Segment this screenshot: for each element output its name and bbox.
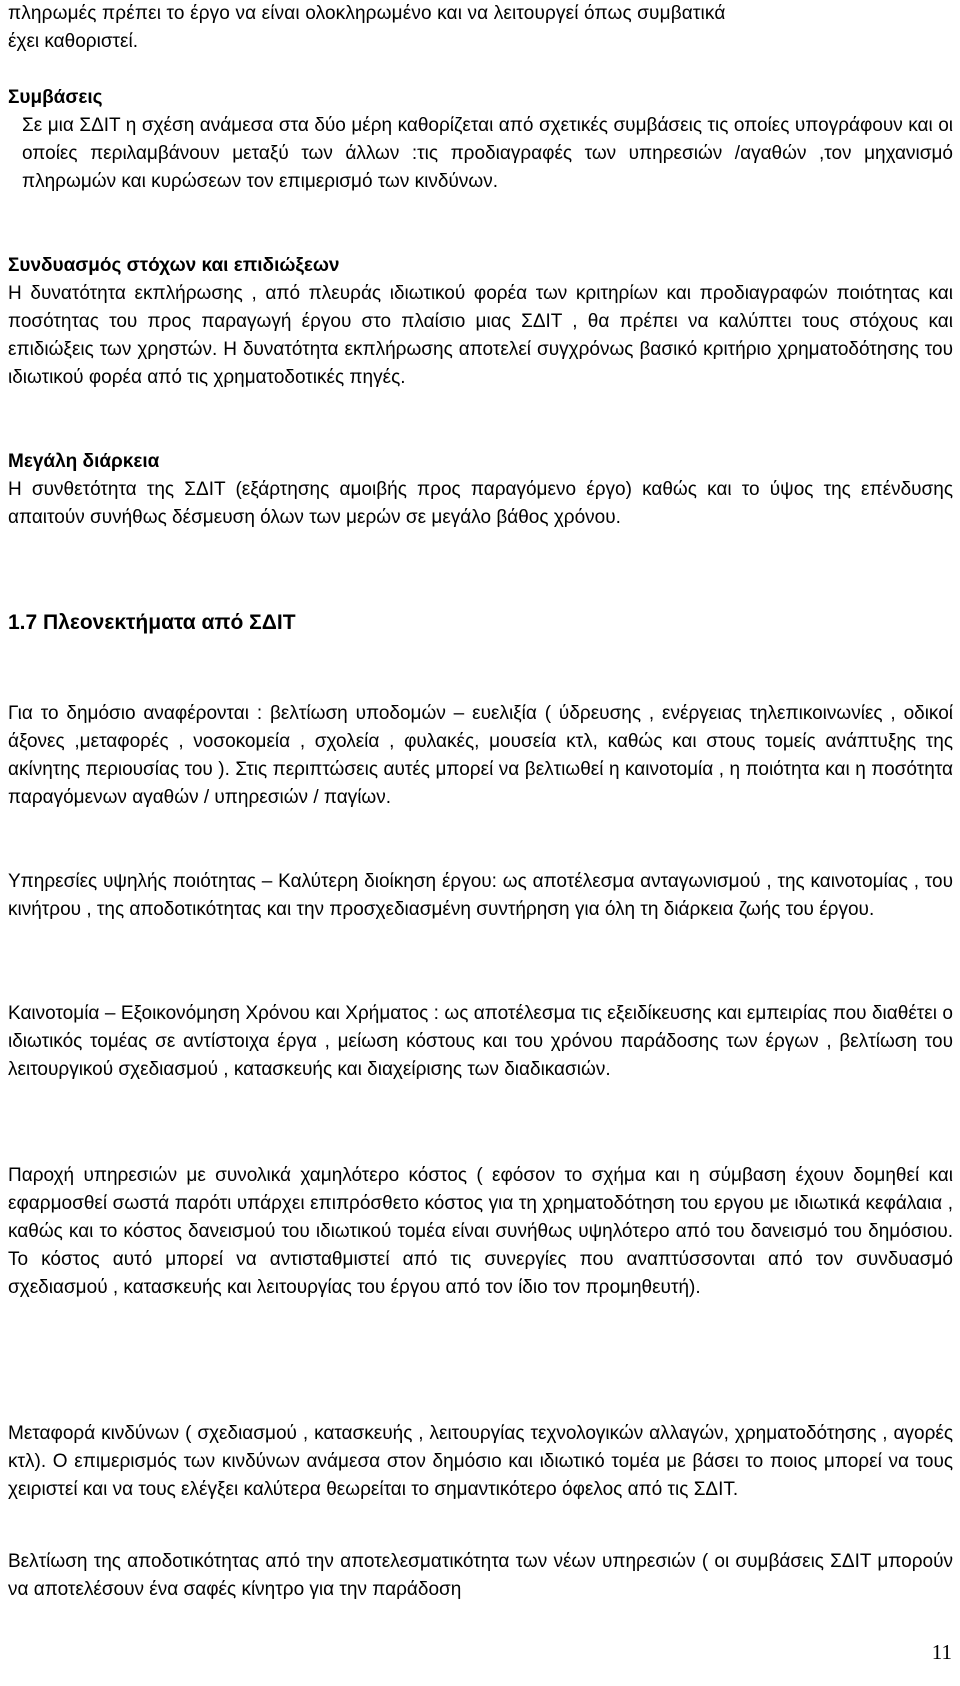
paragraph-innovation [8, 1000, 953, 1084]
paragraph-text: Υπηρεσίες υψηλής ποιότητας – Καλύτερη διοίκηση έργου: ως αποτέλεσμα ανταγωνισμού , της καινοτομίας , του κινήτρου , της αποδοτικότητας και την προσχεδιασμένη συντήρηση για όλη τη διάρκεια ζωής του έργου. [8, 871, 953, 920]
section-title: Συμβάσεις [8, 87, 103, 108]
paragraph-risk-transfer [8, 1420, 953, 1504]
continuation-paragraph [8, 0, 953, 56]
section-heading-1-7: 1.7 Πλεονεκτήματα από ΣΔΙΤ [8, 611, 296, 634]
section-text: Σε μια ΣΔΙΤ η σχέση ανάμεσα στα δύο μέρη καθορίζεται από σχετικές συμβάσεις τις οποίες υπογράφουν και οι οποίες περιλαμβάνουν μεταξύ των άλλων :τις προδιαγραφές των υπηρεσιών /αγαθών ,τον μηχανισμό πληρωμών και κυρώσεων τον επιμερισμό των κινδύνων. [22, 115, 953, 192]
paragraph-text: Παροχή υπηρεσιών με συνολικά χαμηλότερο κόστος ( εφόσον το σχήμα και η σύμβαση έχουν δομηθεί και εφαρμοσθεί σωστά παρότι υπάρχει επιπρόσθετο κόστος για τη χρηματοδότηση του εργου με ιδιωτικά κεφάλαια , καθώς και το κόστος δανεισμού του ιδιωτικού τομέα είναι συνήθως υψηλότερο από του δανεισμό του δημόσιου. Το κόστος αυτό μπορεί να αντισταθμιστεί από τις συνεργίες που αναπτύσσονται από τον συνδυασμό σχεδιασμού , κατασκευής και λειτουργίας του έργου από τον ίδιο τον προμηθευτή). [8, 1165, 953, 1298]
section-contracts [8, 84, 953, 196]
paragraph-high-quality [8, 868, 953, 924]
section-text: Η συνθετότητα της ΣΔΙΤ (εξάρτησης αμοιβής προς παραγόμενο έργο) καθώς και το ύψος της επένδυσης απαιτούν συνήθως δέσμευση όλων των μερών σε μεγάλο βάθος χρόνου. [8, 479, 953, 528]
continuation-line-2: έχει καθοριστεί. [8, 31, 139, 52]
paragraph-text: Καινοτομία – Εξοικονόμηση Χρόνου και Χρήματος : ως αποτέλεσμα τις εξειδίκευσης και εμπειρίας που διαθέτει ο ιδιωτικός τομέας σε αντίστοιχα έργα , μείωση κόστους και του χρόνου παράδοσης των έργων , βελτίωση του λειτουργικού σχεδιασμού , κατασκευής και διαχείρισης των διαδικασιών. [8, 1003, 953, 1080]
continuation-line-1: πληρωμές πρέπει το έργο να είναι ολοκληρωμένο και να λειτουργεί όπως συμβατικά [8, 3, 726, 24]
paragraph-text: Βελτίωση της αποδοτικότητας από την αποτελεσματικότητα των νέων υπηρεσιών ( οι συμβάσεις ΣΔΙΤ μπορούν να αποτελέσουν ένα σαφές κίνητρο για την παράδοση [8, 1551, 953, 1600]
paragraph-efficiency [8, 1548, 953, 1604]
page-number: 11 [931, 1640, 952, 1664]
section-title: Μεγάλη διάρκεια [8, 451, 160, 472]
paragraph-text: Για το δημόσιο αναφέρονται : βελτίωση υποδομών – ευελιξία ( ύδρευσης , ενέργειας τηλεπικοινωνίες , οδικοί άξονες ,μεταφορές , νοσοκομεία , σχολεία , φυλακές, μουσεία κτλ, καθώς και στους τομείς ανάπτυξης της ακίνητης περιουσίας του ). Στις περιπτώσεις αυτές μπορεί να βελτιωθεί η καινοτομία , η ποιότητα και η ποσότητα παραγόμενων αγαθών / υπηρεσιών / παγίων. [8, 703, 953, 808]
section-title: Συνδυασμός στόχων και επιδιώξεων [8, 255, 340, 276]
paragraph-text: Μεταφορά κινδύνων ( σχεδιασμού , κατασκευής , λειτουργίας τεχνολογικών αλλαγών, χρηματοδότησης , αγορές κτλ). Ο επιμερισμός των κινδύνων ανάμεσα στον δημόσιο και ιδιωτικό τομέα με βάσει το ποιος μπορεί να τους χειριστεί και να τους ελέγξει καλύτερα θεωρείται το σημαντικότερο όφελος από τις ΣΔΙΤ. [8, 1423, 953, 1500]
section-duration [8, 448, 953, 532]
paragraph-lower-cost [8, 1162, 953, 1302]
section-text: Η δυνατότητα εκπλήρωσης , από πλευράς ιδιωτικού φορέα των κριτηρίων και προδιαγραφών ποιότητας και ποσότητας του προς παραγωγή έργου στο πλαίσιο μιας ΣΔΙΤ , θα πρέπει να καλύπτει τους στόχους και επιδιώξεις των χρηστών. Η δυνατότητα εκπλήρωσης αποτελεί συγχρόνως βασικό κριτήριο χρηματοδότησης του ιδιωτικού φορέα από τις χρηματοδοτικές πηγές. [8, 283, 953, 388]
paragraph-public-benefits [8, 700, 953, 812]
section-goals [8, 252, 953, 392]
